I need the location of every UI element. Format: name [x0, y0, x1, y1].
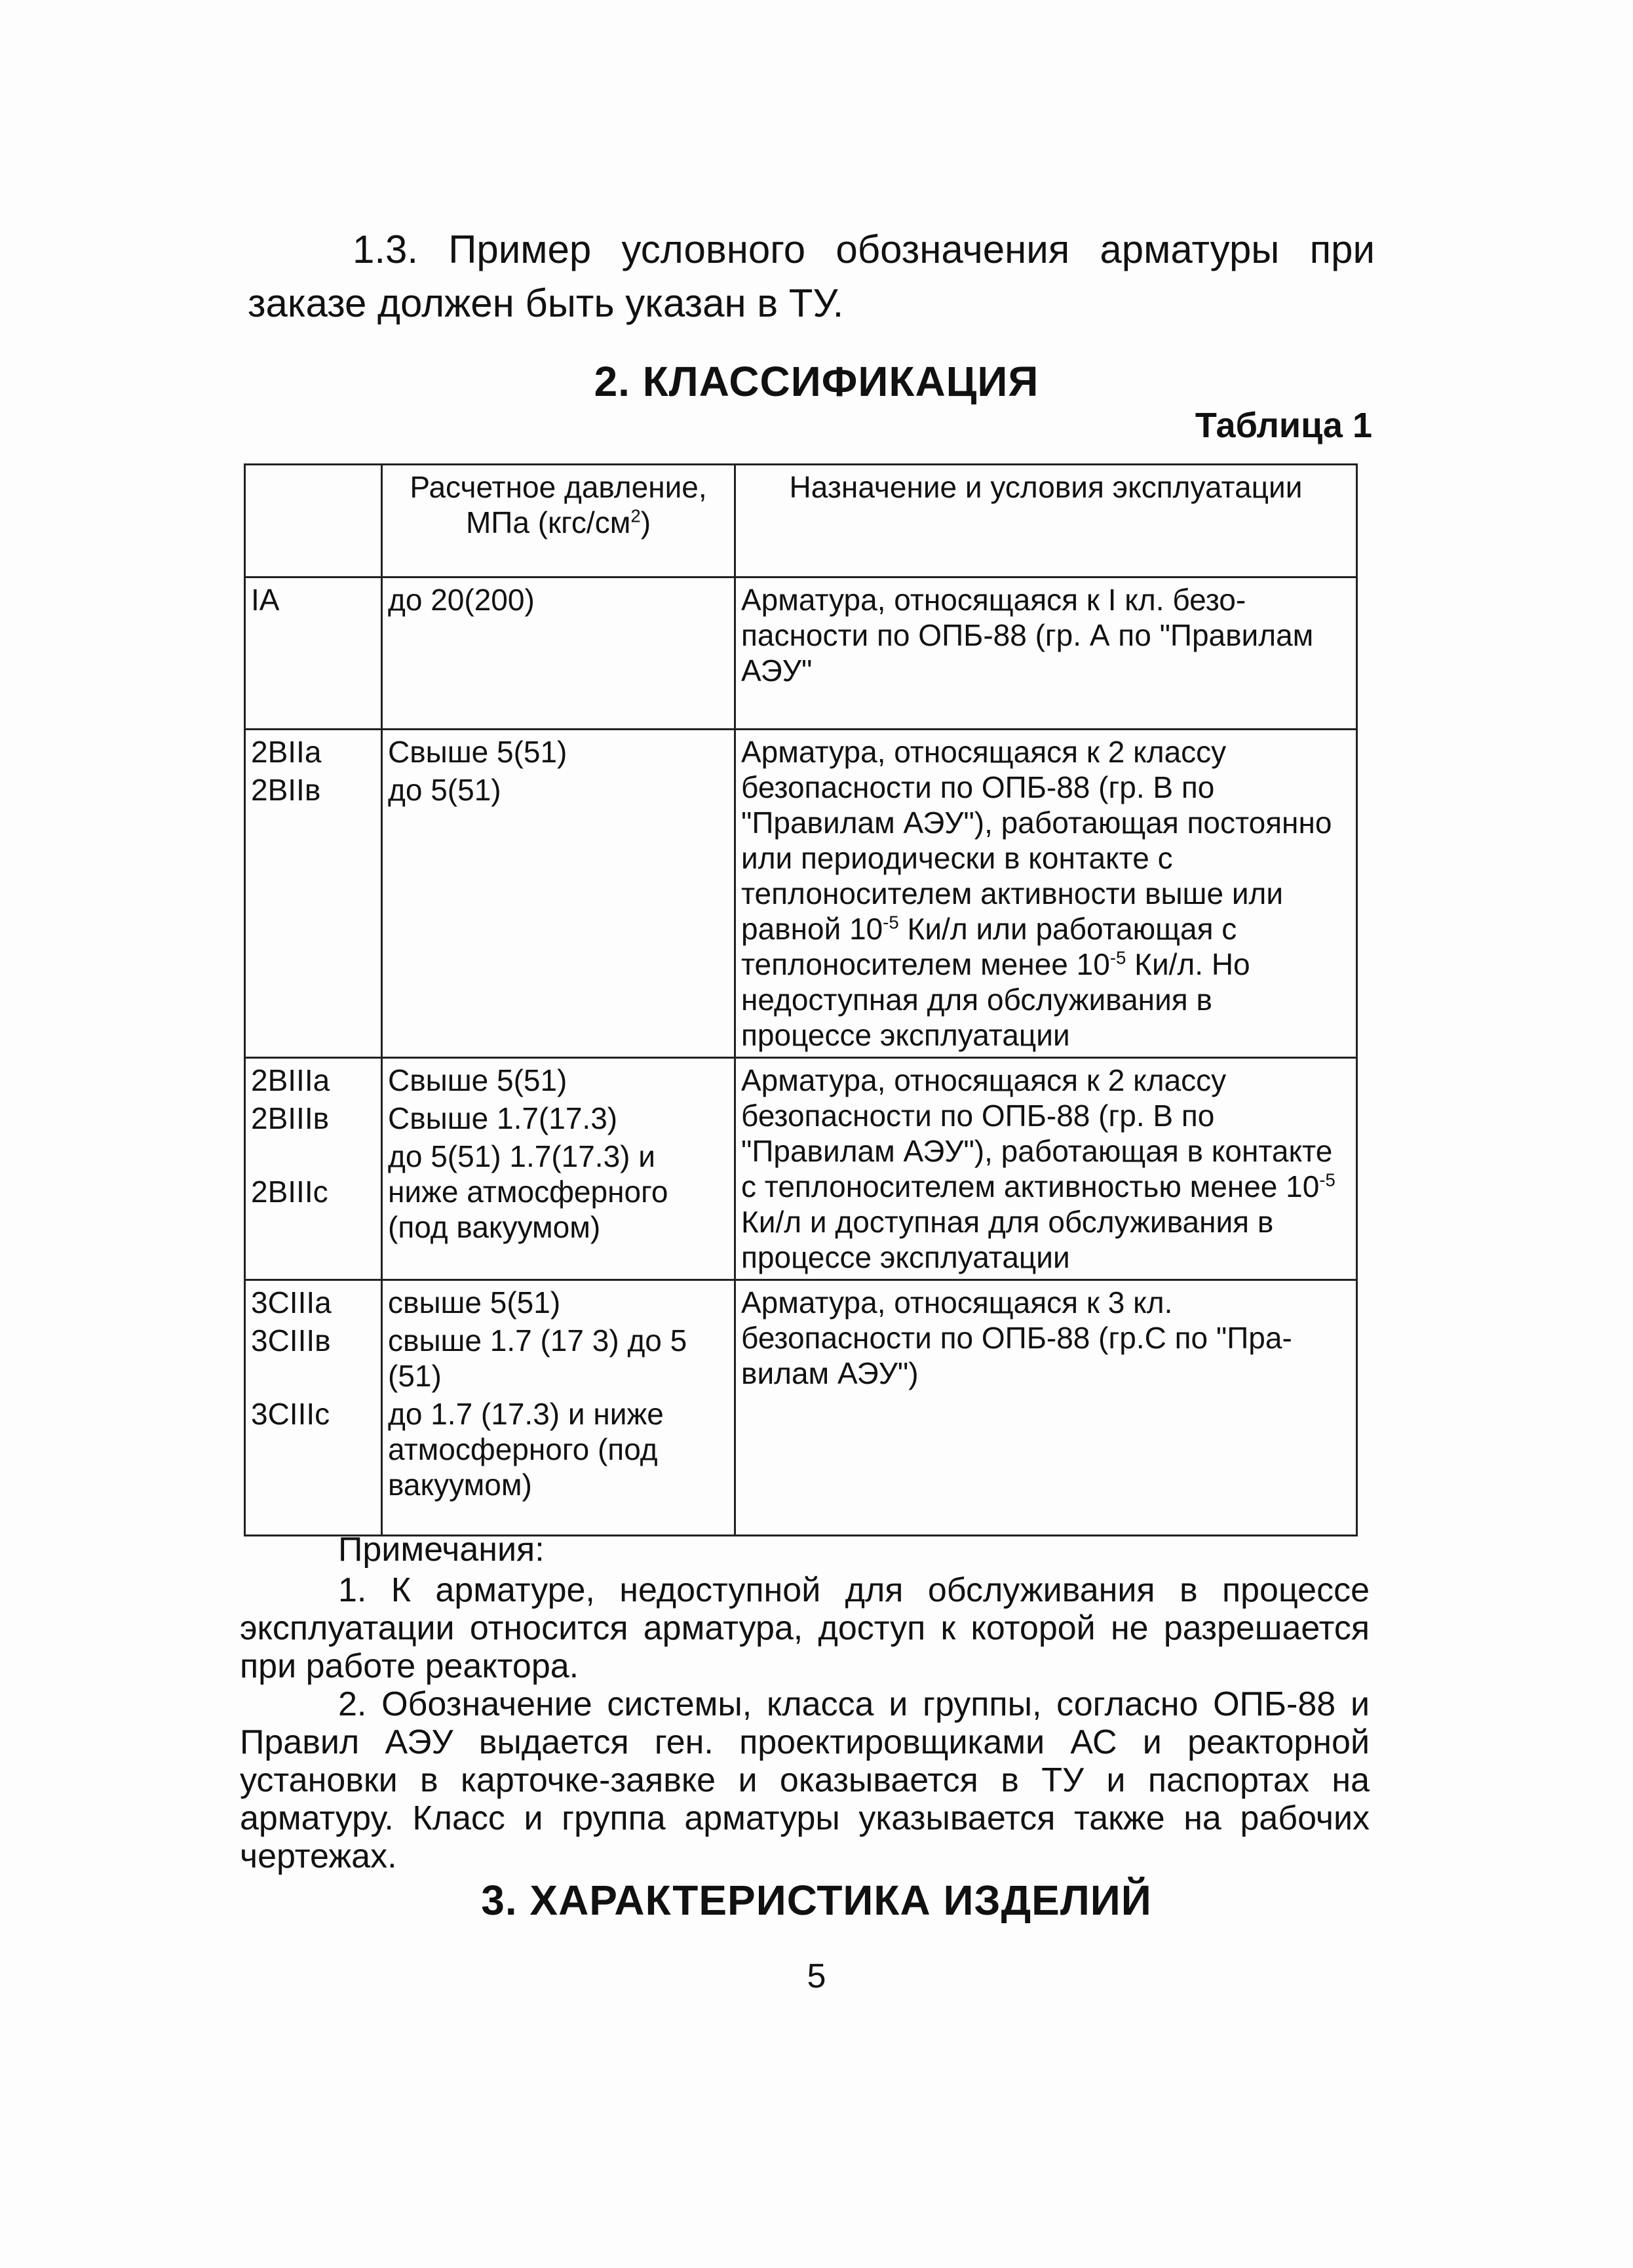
page-number: 5	[807, 1957, 826, 1995]
classification-table	[244, 463, 1358, 1536]
header-pressure-line-2	[388, 505, 729, 540]
table-row	[245, 577, 1357, 730]
class-code: 2BIIIc	[251, 1175, 328, 1209]
pressure-value: Свыше 1.7(17.3)	[388, 1101, 618, 1135]
header-purpose-cell: Назначение и условия эксплуатации	[735, 465, 1357, 577]
header-pressure-unit: МПа (кгс/см	[465, 505, 631, 539]
header-pressure-sup: 2	[630, 505, 641, 526]
class-code: 2BIIIa	[251, 1063, 330, 1097]
class-code: 2BIIa	[251, 735, 322, 769]
purpose-cell: Арматура, относящаяся к I кл. безо-пасности по ОПБ-88 (гр. А по "Правилам АЭУ"	[735, 577, 1357, 730]
purpose-exponent: -5	[1319, 1169, 1335, 1190]
header-pressure-cell	[382, 465, 735, 577]
notes-block	[240, 1531, 1370, 1875]
header-pressure-close: )	[640, 505, 651, 539]
purpose-exponent: -5	[883, 912, 899, 933]
code-cell	[245, 1058, 382, 1280]
pressure-value: Свыше 5(51)	[388, 1063, 567, 1097]
intro-line-2: заказе должен быть указан в ТУ.	[248, 281, 844, 325]
class-code: 3CIIIa	[251, 1285, 332, 1320]
purpose-cell	[735, 1058, 1357, 1280]
purpose-exponent: -5	[1109, 947, 1126, 968]
class-code: 3CIIIв	[251, 1323, 331, 1358]
intro-paragraph	[248, 223, 1375, 330]
pressure-value: до 5(51)	[388, 773, 501, 807]
table-row	[245, 1058, 1357, 1280]
pressure-cell	[382, 1280, 735, 1536]
table-row	[245, 730, 1357, 1058]
pressure-cell	[382, 577, 735, 730]
class-code: 3CIIIc	[251, 1397, 330, 1431]
code-cell	[245, 577, 382, 730]
pressure-value: Свыше 5(51)	[388, 735, 567, 769]
class-code: IA	[251, 583, 280, 617]
table-row	[245, 1280, 1357, 1536]
intro-line-1: 1.3. Пример условного обозначения арматуры при	[353, 227, 1375, 271]
purpose-text: Арматура, относящаяся к 2 классу безопасности по ОПБ-88 (гр. В по "Правилам АЭУ"), работающая постоянно или периодически в контакте с теплоносителем активности выше или равной 10	[741, 735, 1332, 946]
purpose-text: Ки/л. Но недоступная для обслуживания в процессе эксплуатации	[741, 947, 1250, 1052]
code-cell	[245, 1280, 382, 1536]
pressure-cell	[382, 1058, 735, 1280]
class-code: 2BIIIв	[251, 1101, 330, 1135]
header-code-cell	[245, 465, 382, 577]
note-item: 2. Обозначение системы, класса и группы, согласно ОПБ-88 и Правил АЭУ выдается ген. проектировщиками АС и реакторной установки в карточке-заявке и оказывается в ТУ и паспортах на арматуру. Класс и группа арматуры указывается также на рабочих чертежах.	[240, 1685, 1370, 1875]
pressure-value: свыше 1.7 (17 3) до 5 (51)	[388, 1323, 687, 1393]
table-caption: Таблица 1	[1195, 406, 1372, 445]
purpose-text: Ки/л и доступная для обслуживания в процессе эксплуатации	[741, 1205, 1274, 1274]
purpose-cell: Арматура, относящаяся к 3 кл. безопасности по ОПБ-88 (гр.С по "Пра-вилам АЭУ")	[735, 1280, 1357, 1536]
notes-title: Примечания:	[338, 1531, 545, 1569]
pressure-value: до 20(200)	[388, 583, 535, 617]
purpose-text: Арматура, относящаяся к 2 классу безопасности по ОПБ-88 (гр. В по "Правилам АЭУ"), работающая в контакте с теплоносителем активностью менее 10	[741, 1063, 1333, 1203]
class-code: 2BIIв	[251, 773, 321, 807]
table-header-row	[245, 465, 1357, 577]
section-3-title: 3. ХАРАКТЕРИСТИКА ИЗДЕЛИЙ	[481, 1877, 1152, 1924]
header-pressure-line-1: Расчетное давление,	[410, 470, 707, 504]
code-cell	[245, 730, 382, 1058]
pressure-value: до 1.7 (17.3) и ниже атмосферного (под вакуумом)	[388, 1397, 664, 1502]
pressure-cell	[382, 730, 735, 1058]
pressure-value: до 5(51) 1.7(17.3) и ниже атмосферного (под вакуумом)	[388, 1139, 668, 1244]
pressure-value: свыше 5(51)	[388, 1285, 561, 1320]
note-item: 1. К арматуре, недоступной для обслуживания в процессе эксплуатации относится арматура, доступ к которой не разрешается при работе реактора.	[240, 1571, 1370, 1685]
purpose-text: Ки/л или работающая с теплоносителем менее 10	[741, 912, 1237, 981]
section-2-title: 2. КЛАССИФИКАЦИЯ	[594, 358, 1039, 405]
purpose-cell	[735, 730, 1357, 1058]
